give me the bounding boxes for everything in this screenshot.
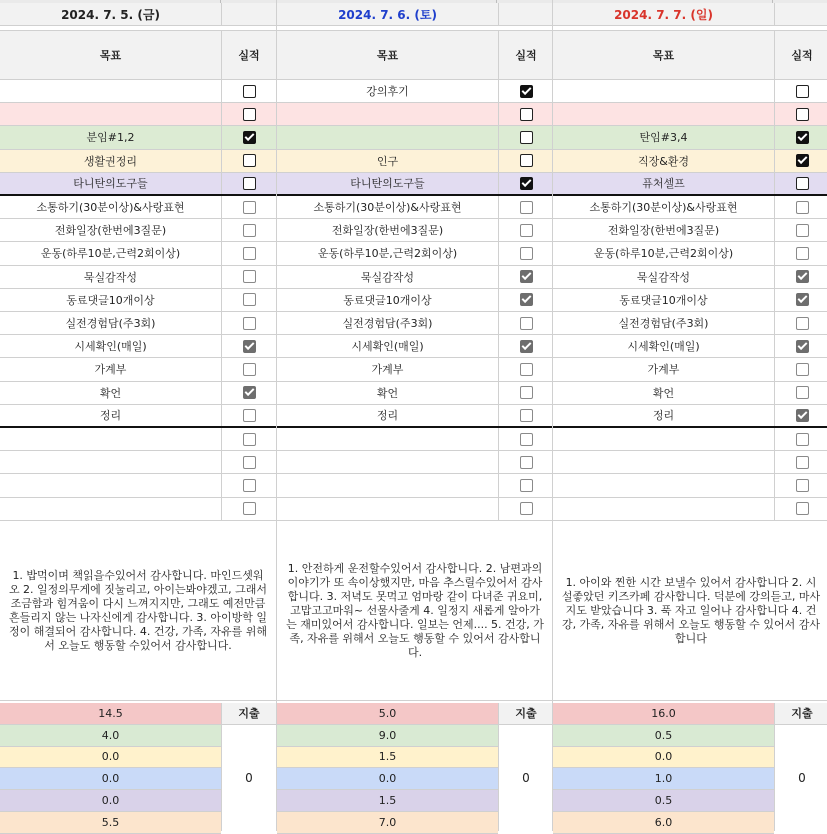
routine-row bbox=[553, 312, 827, 335]
routine-label: 동료댓글10개이상 bbox=[343, 293, 432, 307]
routine-checkbox[interactable] bbox=[520, 409, 533, 422]
routine-label: 시세확인(매일) bbox=[627, 340, 700, 354]
empty-goal-row bbox=[0, 498, 276, 521]
date-spacer bbox=[498, 3, 553, 25]
expense-value: 1.5 bbox=[277, 790, 498, 812]
goal-header: 목표 bbox=[277, 31, 498, 79]
top-goal-checkbox[interactable] bbox=[796, 108, 809, 121]
date-spacer bbox=[221, 3, 276, 25]
expense-value: 1.0 bbox=[553, 768, 774, 790]
routine-check-cell bbox=[498, 219, 553, 241]
routine-check-cell bbox=[774, 196, 827, 218]
date-label: 2024. 7. 6. (토) bbox=[277, 3, 498, 25]
routine-label: 확언 bbox=[99, 386, 122, 400]
top-goal-checkbox[interactable] bbox=[243, 177, 256, 190]
routine-checkbox[interactable] bbox=[520, 317, 533, 330]
routine-label: 가계부 bbox=[94, 363, 127, 377]
result-header: 실적 bbox=[774, 31, 827, 79]
top-goal-text[interactable]: 인구 bbox=[376, 154, 399, 168]
result-header: 실적 bbox=[221, 31, 276, 79]
empty-check-cell bbox=[221, 498, 276, 520]
routine-row bbox=[277, 242, 553, 265]
routine-row bbox=[277, 405, 553, 428]
routine-row bbox=[277, 335, 553, 358]
routine-row bbox=[277, 196, 553, 219]
top-goal-row bbox=[0, 150, 276, 173]
routine-check-cell bbox=[498, 312, 553, 334]
top-goal-check-cell bbox=[221, 80, 276, 102]
top-goal-checkbox[interactable] bbox=[243, 85, 256, 98]
routine-check-cell bbox=[774, 382, 827, 404]
day-column-3 bbox=[552, 0, 827, 831]
routine-check-cell bbox=[774, 242, 827, 264]
routine-row bbox=[553, 196, 827, 219]
routine-check-cell bbox=[221, 335, 276, 357]
routine-row bbox=[0, 405, 276, 428]
empty-checkbox[interactable] bbox=[796, 502, 809, 515]
routine-checkbox[interactable] bbox=[796, 363, 809, 376]
routine-checkbox[interactable] bbox=[243, 224, 256, 237]
top-goal-checkbox[interactable] bbox=[796, 131, 809, 144]
routine-check-cell bbox=[498, 266, 553, 288]
top-goal-text[interactable]: 생활권정리 bbox=[83, 154, 138, 168]
routine-checkbox[interactable] bbox=[796, 386, 809, 399]
top-goal-checkbox[interactable] bbox=[520, 108, 533, 121]
routine-checkbox[interactable] bbox=[520, 270, 533, 283]
empty-goal-row bbox=[0, 474, 276, 497]
routine-checkbox[interactable] bbox=[796, 247, 809, 260]
empty-check-cell bbox=[774, 474, 827, 496]
routine-label: 시세확인(매일) bbox=[351, 340, 424, 354]
top-goal-check-cell bbox=[498, 80, 553, 102]
routine-checkbox[interactable] bbox=[520, 201, 533, 214]
empty-checkbox[interactable] bbox=[243, 456, 256, 469]
empty-checkbox[interactable] bbox=[796, 433, 809, 446]
top-goal-checkbox[interactable] bbox=[796, 154, 809, 167]
expense-label: 지출 bbox=[221, 703, 276, 725]
top-goal-text[interactable] bbox=[277, 126, 498, 148]
top-goal-checkbox[interactable] bbox=[243, 154, 256, 167]
routine-check-cell bbox=[498, 358, 553, 380]
top-goal-check-cell bbox=[221, 126, 276, 148]
routine-checkbox[interactable] bbox=[243, 386, 256, 399]
expense-value: 14.5 bbox=[0, 703, 221, 725]
top-goal-row bbox=[553, 126, 827, 149]
top-goal-check-cell bbox=[221, 173, 276, 194]
empty-check-cell bbox=[221, 451, 276, 473]
routine-checkbox[interactable] bbox=[796, 340, 809, 353]
empty-checkbox[interactable] bbox=[520, 502, 533, 515]
top-goal-check-cell bbox=[498, 173, 553, 194]
routine-label: 확언 bbox=[652, 386, 675, 400]
expense-value: 4.0 bbox=[0, 725, 221, 747]
routine-check-cell bbox=[221, 266, 276, 288]
routine-check-cell bbox=[221, 358, 276, 380]
top-goal-checkbox[interactable] bbox=[796, 177, 809, 190]
routine-row bbox=[277, 382, 553, 405]
routine-check-cell bbox=[774, 358, 827, 380]
routine-row bbox=[0, 358, 276, 381]
goal-header: 목표 bbox=[553, 31, 774, 79]
date-row bbox=[277, 3, 553, 26]
day-column-1 bbox=[0, 0, 276, 831]
routine-checkbox[interactable] bbox=[243, 201, 256, 214]
top-goal-checkbox[interactable] bbox=[243, 108, 256, 121]
empty-goal-cell[interactable] bbox=[0, 428, 221, 450]
expense-value: 7.0 bbox=[277, 812, 498, 834]
empty-checkbox[interactable] bbox=[520, 479, 533, 492]
expense-value: 1.5 bbox=[277, 747, 498, 769]
empty-check-cell bbox=[498, 474, 553, 496]
empty-check-cell bbox=[498, 498, 553, 520]
date-label: 2024. 7. 5. (금) bbox=[0, 3, 221, 25]
empty-goal-row bbox=[0, 451, 276, 474]
top-goal-row bbox=[0, 173, 276, 196]
empty-goal-row bbox=[277, 474, 553, 497]
top-goal-row bbox=[553, 150, 827, 173]
expense-total: 0 bbox=[221, 725, 276, 831]
header-row bbox=[0, 30, 276, 80]
expense-value: 5.5 bbox=[0, 812, 221, 834]
top-goal-check-cell bbox=[221, 103, 276, 125]
routine-row bbox=[277, 266, 553, 289]
routine-label: 정리 bbox=[376, 409, 399, 423]
empty-goal-cell[interactable] bbox=[277, 498, 498, 520]
routine-label: 정리 bbox=[99, 409, 122, 423]
top-goal-row bbox=[553, 173, 827, 196]
routine-row bbox=[553, 219, 827, 242]
routine-label: 소통하기(30분이상)&사랑표현 bbox=[36, 201, 185, 215]
empty-check-cell bbox=[774, 451, 827, 473]
expense-label: 지출 bbox=[774, 703, 827, 725]
routine-checkbox[interactable] bbox=[520, 386, 533, 399]
expense-value: 0.0 bbox=[277, 768, 498, 790]
result-header: 실적 bbox=[498, 31, 553, 79]
top-goal-text[interactable] bbox=[277, 103, 498, 125]
expense-value: 16.0 bbox=[553, 703, 774, 725]
empty-check-cell bbox=[221, 474, 276, 496]
expense-value: 6.0 bbox=[553, 812, 774, 834]
top-goal-check-cell bbox=[774, 126, 827, 148]
routine-check-cell bbox=[774, 335, 827, 357]
routine-row bbox=[0, 266, 276, 289]
empty-goal-cell[interactable] bbox=[0, 498, 221, 520]
gratitude-journal[interactable]: 1. 안전하게 운전할수있어서 감사합니다. 2. 남편과의 이야기가 또 속이상했지만, 마음 추스릴수있어서 감사합니다. 3. 저녁도 못먹고 엄마랑 같이 다녀준 귀요미, 고맙고고마워~ 선물사줄게 4. 일정지 새롭게 알아가는 재미있어서 감사합니다. 일보는 언제.... 5. 건강, 가족, 자유를 위해서 오늘도 행동할 수 있어서 감사합니다. bbox=[286, 562, 544, 660]
routine-row bbox=[0, 312, 276, 335]
empty-goal-cell[interactable] bbox=[0, 451, 221, 473]
expense-value: 9.0 bbox=[277, 725, 498, 747]
routine-label: 운동(하루10분,근력2회이상) bbox=[317, 247, 458, 261]
top-goal-row bbox=[277, 126, 553, 149]
top-goal-text[interactable] bbox=[0, 80, 221, 102]
routine-check-cell bbox=[221, 219, 276, 241]
routine-checkbox[interactable] bbox=[243, 317, 256, 330]
empty-goal-row bbox=[0, 428, 276, 451]
date-row bbox=[553, 3, 827, 26]
routine-row bbox=[553, 335, 827, 358]
routine-label: 묵실감작성 bbox=[360, 270, 415, 284]
header-row bbox=[553, 30, 827, 80]
date-row bbox=[0, 3, 276, 26]
top-goal-row bbox=[0, 80, 276, 103]
empty-goal-row bbox=[553, 474, 827, 497]
top-goal-checkbox[interactable] bbox=[243, 131, 256, 144]
routine-row bbox=[553, 358, 827, 381]
empty-goal-row bbox=[553, 451, 827, 474]
routine-check-cell bbox=[221, 289, 276, 311]
routine-checkbox[interactable] bbox=[796, 317, 809, 330]
routine-label: 전화일장(한번에3질문) bbox=[331, 224, 444, 238]
top-goal-text[interactable]: 타니탄의도구들 bbox=[73, 177, 148, 191]
empty-checkbox[interactable] bbox=[243, 502, 256, 515]
routine-label: 동료댓글10개이상 bbox=[66, 293, 155, 307]
top-goal-checkbox[interactable] bbox=[520, 85, 533, 98]
expense-value: 0.0 bbox=[0, 747, 221, 769]
expense-value: 5.0 bbox=[277, 703, 498, 725]
top-goal-checkbox[interactable] bbox=[520, 154, 533, 167]
routine-label: 전화일장(한번에3질문) bbox=[54, 224, 167, 238]
routine-row bbox=[0, 242, 276, 265]
routine-label: 묵실감작성 bbox=[83, 270, 138, 284]
empty-goal-cell[interactable] bbox=[553, 451, 774, 473]
routine-label: 확언 bbox=[376, 386, 399, 400]
top-goal-check-cell bbox=[498, 103, 553, 125]
expense-value: 0.5 bbox=[553, 790, 774, 812]
top-goal-text[interactable] bbox=[553, 80, 774, 102]
expense-value: 0.0 bbox=[0, 790, 221, 812]
routine-row bbox=[553, 242, 827, 265]
routine-row bbox=[277, 312, 553, 335]
empty-goal-row bbox=[553, 498, 827, 521]
top-goal-row bbox=[553, 103, 827, 126]
routine-check-cell bbox=[498, 405, 553, 426]
empty-goal-cell[interactable] bbox=[277, 474, 498, 496]
top-goal-check-cell bbox=[498, 126, 553, 148]
routine-checkbox[interactable] bbox=[243, 363, 256, 376]
routine-check-cell bbox=[498, 289, 553, 311]
routine-row bbox=[0, 219, 276, 242]
routine-checkbox[interactable] bbox=[243, 247, 256, 260]
routine-check-cell bbox=[498, 335, 553, 357]
empty-checkbox[interactable] bbox=[796, 479, 809, 492]
routine-label: 운동(하루10분,근력2회이상) bbox=[593, 247, 734, 261]
routine-checkbox[interactable] bbox=[243, 340, 256, 353]
empty-checkbox[interactable] bbox=[796, 456, 809, 469]
empty-goal-row bbox=[553, 428, 827, 451]
top-goal-checkbox[interactable] bbox=[520, 177, 533, 190]
routine-checkbox[interactable] bbox=[243, 409, 256, 422]
routine-checkbox[interactable] bbox=[796, 409, 809, 422]
routine-check-cell bbox=[221, 405, 276, 426]
routine-label: 소통하기(30분이상)&사랑표현 bbox=[589, 201, 738, 215]
empty-check-cell bbox=[498, 451, 553, 473]
empty-checkbox[interactable] bbox=[243, 433, 256, 446]
routine-check-cell bbox=[774, 405, 827, 426]
routine-check-cell bbox=[221, 242, 276, 264]
routine-row bbox=[277, 219, 553, 242]
routine-checkbox[interactable] bbox=[796, 201, 809, 214]
gratitude-journal[interactable]: 1. 밥먹이며 책읽을수있어서 감사합니다. 마인드셋워오 2. 일정의무게에 짓눌리고, 아이는봐야겠고, 그래서 조금함과 힘겨움이 다시 느껴지지만, 그래도 예전만큼 흔들리지 않는 나자신에게 감사합니다. 3. 아이방학 일정이 해결되어 감사합니다. 4. 건강, 가족, 자유를 위해서 오늘도 행동할 수있어서 감사합니다. bbox=[8, 569, 268, 653]
top-goal-row bbox=[277, 173, 553, 196]
routine-label: 전화일장(한번에3질문) bbox=[607, 224, 720, 238]
routine-row bbox=[553, 266, 827, 289]
date-label: 2024. 7. 7. (일) bbox=[553, 3, 774, 25]
routine-check-cell bbox=[498, 382, 553, 404]
routine-row bbox=[0, 289, 276, 312]
routine-checkbox[interactable] bbox=[520, 224, 533, 237]
top-goal-text[interactable]: 직장&환경 bbox=[637, 154, 690, 168]
routine-check-cell bbox=[498, 242, 553, 264]
top-goal-row bbox=[0, 126, 276, 149]
empty-checkbox[interactable] bbox=[520, 456, 533, 469]
top-goal-text[interactable] bbox=[553, 103, 774, 125]
day-column-2 bbox=[276, 0, 553, 831]
top-goal-check-cell bbox=[774, 150, 827, 172]
header-row bbox=[277, 30, 553, 80]
routine-checkbox[interactable] bbox=[520, 363, 533, 376]
goal-header: 목표 bbox=[0, 31, 221, 79]
empty-goal-cell[interactable] bbox=[553, 498, 774, 520]
routine-checkbox[interactable] bbox=[796, 270, 809, 283]
routine-label: 실전경험담(주3회) bbox=[342, 317, 433, 331]
top-goal-check-cell bbox=[498, 150, 553, 172]
top-goal-text[interactable]: 퓨처셀프 bbox=[642, 177, 685, 191]
gratitude-journal[interactable]: 1. 아이와 찐한 시간 보낼수 있어서 감사합니다 2. 시설좋았던 키즈카페 감사합니다. 덕분에 강의듣고, 마사지도 받았습니다 3. 푹 자고 일어나 감사합니다 4. 건강, 가족, 자유를 위해서 오늘도 행동할 수 있어서 감사합니다 bbox=[561, 576, 821, 646]
routine-check-cell bbox=[221, 382, 276, 404]
empty-goal-cell[interactable] bbox=[553, 428, 774, 450]
empty-checkbox[interactable] bbox=[243, 479, 256, 492]
expense-total: 0 bbox=[498, 725, 553, 831]
empty-goal-cell[interactable] bbox=[553, 474, 774, 496]
routine-label: 실전경험담(주3회) bbox=[65, 317, 156, 331]
top-goal-row bbox=[277, 150, 553, 173]
routine-label: 가계부 bbox=[647, 363, 680, 377]
routine-row bbox=[0, 196, 276, 219]
empty-goal-row bbox=[277, 498, 553, 521]
empty-check-cell bbox=[774, 498, 827, 520]
expense-value: 0.0 bbox=[0, 768, 221, 790]
routine-label: 시세확인(매일) bbox=[74, 340, 147, 354]
routine-checkbox[interactable] bbox=[520, 293, 533, 306]
top-goal-row bbox=[277, 103, 553, 126]
routine-check-cell bbox=[221, 196, 276, 218]
routine-row bbox=[0, 335, 276, 358]
expense-value: 0.5 bbox=[553, 725, 774, 747]
empty-goal-row bbox=[277, 451, 553, 474]
top-goal-text[interactable]: 탄임#3,4 bbox=[639, 131, 688, 145]
date-spacer bbox=[774, 3, 827, 25]
routine-label: 정리 bbox=[652, 409, 675, 423]
top-goal-text[interactable] bbox=[0, 103, 221, 125]
empty-goal-cell[interactable] bbox=[277, 451, 498, 473]
routine-checkbox[interactable] bbox=[520, 340, 533, 353]
top-goal-check-cell bbox=[774, 173, 827, 194]
top-goal-text[interactable]: 분임#1,2 bbox=[86, 131, 135, 145]
routine-check-cell bbox=[774, 312, 827, 334]
routine-row bbox=[553, 289, 827, 312]
top-goal-check-cell bbox=[774, 80, 827, 102]
expense-value: 0.0 bbox=[553, 747, 774, 769]
routine-label: 가계부 bbox=[371, 363, 404, 377]
routine-row bbox=[0, 382, 276, 405]
routine-row bbox=[553, 382, 827, 405]
empty-check-cell bbox=[498, 428, 553, 450]
top-goal-row bbox=[553, 80, 827, 103]
divider bbox=[0, 700, 827, 701]
routine-check-cell bbox=[774, 289, 827, 311]
top-goal-checkbox[interactable] bbox=[520, 131, 533, 144]
empty-goal-cell[interactable] bbox=[0, 474, 221, 496]
empty-goal-row bbox=[277, 428, 553, 451]
empty-check-cell bbox=[221, 428, 276, 450]
routine-checkbox[interactable] bbox=[520, 247, 533, 260]
top-goal-checkbox[interactable] bbox=[796, 85, 809, 98]
routine-label: 동료댓글10개이상 bbox=[619, 293, 708, 307]
top-goal-row bbox=[0, 103, 276, 126]
routine-checkbox[interactable] bbox=[796, 293, 809, 306]
routine-label: 운동(하루10분,근력2회이상) bbox=[40, 247, 181, 261]
routine-label: 소통하기(30분이상)&사랑표현 bbox=[313, 201, 462, 215]
expense-total: 0 bbox=[774, 725, 827, 831]
routine-check-cell bbox=[774, 219, 827, 241]
routine-checkbox[interactable] bbox=[796, 224, 809, 237]
routine-check-cell bbox=[221, 312, 276, 334]
top-goal-check-cell bbox=[221, 150, 276, 172]
routine-row bbox=[277, 358, 553, 381]
routine-row bbox=[553, 405, 827, 428]
top-goal-text[interactable]: 강의후기 bbox=[366, 85, 409, 99]
top-goal-row bbox=[277, 80, 553, 103]
routine-label: 실전경험담(주3회) bbox=[618, 317, 709, 331]
routine-row bbox=[277, 289, 553, 312]
routine-check-cell bbox=[498, 196, 553, 218]
empty-goal-cell[interactable] bbox=[277, 428, 498, 450]
top-goal-text[interactable]: 타니탄의도구들 bbox=[350, 177, 425, 191]
empty-check-cell bbox=[774, 428, 827, 450]
empty-checkbox[interactable] bbox=[520, 433, 533, 446]
routine-checkbox[interactable] bbox=[243, 293, 256, 306]
top-goal-check-cell bbox=[774, 103, 827, 125]
routine-label: 묵실감작성 bbox=[636, 270, 691, 284]
expense-label: 지출 bbox=[498, 703, 553, 725]
routine-checkbox[interactable] bbox=[243, 270, 256, 283]
routine-check-cell bbox=[774, 266, 827, 288]
